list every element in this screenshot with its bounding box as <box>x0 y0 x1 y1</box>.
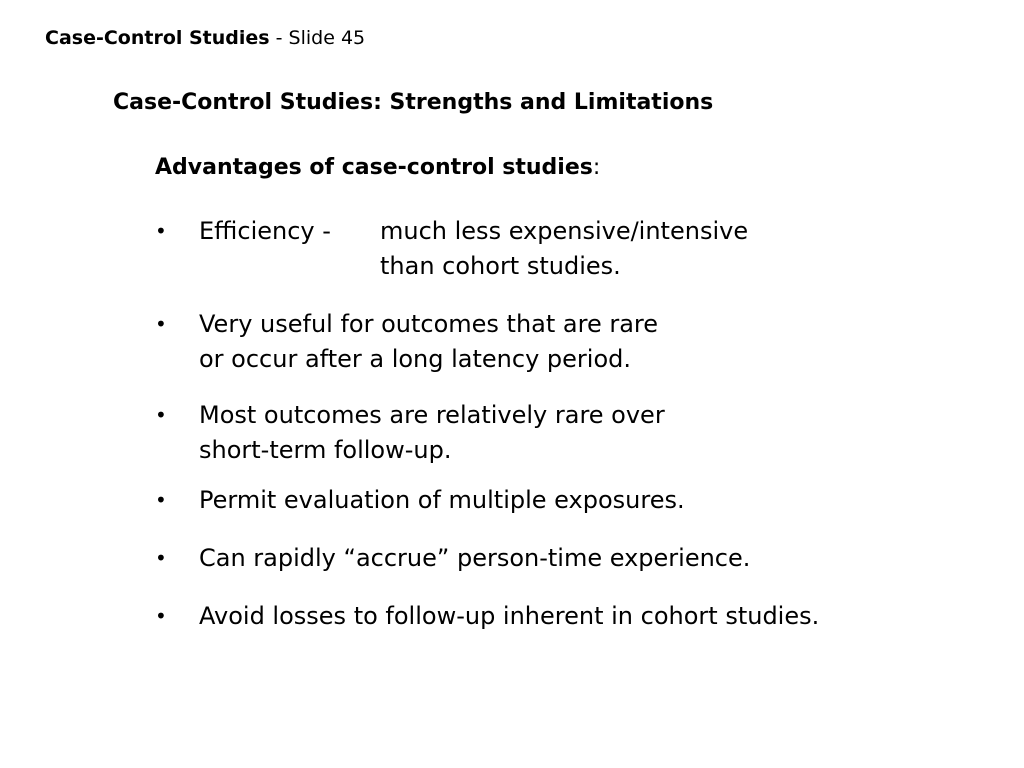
bullet-line: much less expensive/intensive <box>380 217 749 245</box>
section-heading-colon: : <box>592 155 601 180</box>
bullet-term: Efficiency - <box>199 217 331 245</box>
bullet-text <box>199 599 819 634</box>
bullet-line: Permit evaluation of multiple exposures. <box>199 486 685 514</box>
bullet-item-multiple-exposures <box>155 483 855 518</box>
bullet-item-efficiency <box>155 214 855 284</box>
bullet-line: short-term follow-up. <box>199 436 452 464</box>
bullet-icon: • <box>155 546 167 570</box>
header-separator: - <box>269 27 289 49</box>
bullet-icon: • <box>155 604 167 628</box>
bullet-icon: • <box>155 403 167 427</box>
section-heading <box>155 155 600 180</box>
bullet-line: Can rapidly “accrue” person-time experience. <box>199 544 751 572</box>
bullet-item-rare-outcomes <box>155 307 855 377</box>
slide-title: Case-Control Studies: Strengths and Limitations <box>113 90 714 115</box>
bullet-icon: • <box>155 219 167 243</box>
bullet-icon: • <box>155 488 167 512</box>
bullet-text <box>199 483 685 518</box>
bullet-line: than cohort studies. <box>380 252 621 280</box>
bullet-line: Avoid losses to follow-up inherent in cohort studies. <box>199 602 820 630</box>
bullet-text <box>199 541 750 576</box>
slide-number: Slide 45 <box>288 27 366 49</box>
bullet-icon: • <box>155 312 167 336</box>
bullet-description <box>380 214 748 284</box>
bullet-line: or occur after a long latency period. <box>199 345 631 373</box>
bullet-item-follow-up-losses <box>155 599 995 634</box>
bullet-line: Most outcomes are relatively rare over <box>199 401 665 429</box>
bullet-text <box>199 398 665 468</box>
bullet-item-person-time <box>155 541 915 576</box>
course-title: Case-Control Studies <box>45 27 270 49</box>
bullet-item-short-term <box>155 398 855 468</box>
section-heading-text: Advantages of case-control studies <box>155 155 593 180</box>
bullet-text <box>199 307 658 377</box>
bullet-line: Very useful for outcomes that are rare <box>199 310 659 338</box>
slide-header <box>45 27 365 49</box>
